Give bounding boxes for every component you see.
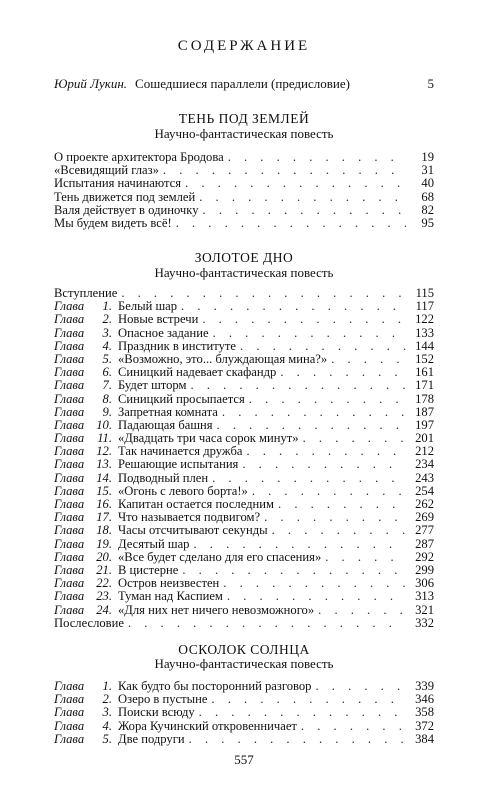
entry-page: 19 [421,151,434,164]
entry-page: 313 [415,590,434,604]
chapter-number: 19. [96,537,112,551]
toc-entry [54,693,434,706]
chapter-number: 6. [102,366,112,380]
preface-author: Юрий Лукин. [54,76,128,91]
entry-title: Поиски всюду [118,706,195,720]
dot-leader [209,327,406,340]
section-title-3: ОСКОЛОК СОЛНЦА [178,642,310,657]
toc-entry [54,327,434,340]
entry-title: Тень движется под землей [54,190,196,204]
entry-page: 115 [415,287,434,300]
toc-entry [54,177,434,190]
chapter-number: 18. [96,524,112,538]
section-entries-2 [54,287,434,630]
dot-leader [314,604,406,617]
chapter-number: 12. [96,445,112,459]
toc-entry [54,706,434,719]
toc-entry [54,458,434,471]
chapter-label: Глава [54,719,85,733]
entry-title: Мы будем видеть всё! [54,216,172,230]
dot-leader [242,445,406,458]
chapter-label: Глава [54,379,85,393]
chapter-label: Глава [54,392,85,406]
dot-leader [186,379,406,392]
page-number: 557 [234,752,254,767]
chapter-number: 3. [102,706,112,720]
entry-page: 292 [415,550,434,564]
dot-leader [236,340,406,353]
entry-title: Испытания начинаются [54,177,182,191]
dot-leader [248,485,406,498]
chapter-number: 20. [96,550,112,564]
entry-title: Туман над Каспием [118,590,223,604]
chapter-label: Глава [54,300,85,314]
toc-entry [54,151,434,164]
entry-title: «Двадцать три часа сорок минут» [118,432,299,446]
chapter-label: Глава [54,706,85,720]
entry-title: «Все будет сделано для его спасения» [118,550,322,564]
section-entries-3 [54,680,434,746]
entry-page: 306 [415,577,434,591]
chapter-number: 11. [97,432,112,446]
chapter-number: 5. [102,732,112,746]
dot-leader [208,472,406,485]
toc-entry [54,617,434,630]
entry-title: Новые встречи [118,313,199,327]
dot-leader [213,419,406,432]
toc-entry [54,366,434,379]
entry-page: 161 [415,366,434,380]
entry-title: Как будто бы посторонний разговор [118,680,312,693]
entry-page: 346 [415,693,434,707]
dot-leader [260,511,406,524]
toc-entry [54,204,434,217]
toc-entry [54,217,434,230]
section-subtitle-3: Научно-фантастическая повесть [154,656,334,671]
entry-title: «Огонь с левого борта!» [118,484,248,498]
entry-title: «Для них нет ничего невозможного» [118,603,315,617]
dot-leader [199,204,406,217]
entry-page: 133 [415,326,434,340]
chapter-number: 15. [96,484,112,498]
toc-entry [54,590,434,603]
entry-page: 201 [415,432,434,446]
toc-entry [54,300,434,313]
chapter-label: Глава [54,732,85,746]
dot-leader [124,617,406,630]
chapter-number: 2. [102,313,112,327]
toc-entry [54,498,434,511]
toc-entry [54,485,434,498]
chapter-number: 3. [102,326,112,340]
entry-title: Валя действует в одиночку [54,203,199,217]
dot-leader [276,366,406,379]
entry-title: Послесловие [54,616,124,630]
entry-page: 384 [415,732,434,746]
dot-leader [195,706,406,719]
dot-leader [218,406,406,419]
dot-leader [177,300,406,313]
chapter-number: 24. [96,603,112,617]
dot-leader [321,551,406,564]
entry-title: Опасное задание [118,326,209,340]
chapter-label: Глава [54,445,85,459]
entry-title: Что называется подвигом? [118,511,261,525]
entry-page: 122 [415,313,434,327]
entry-page: 287 [415,537,434,551]
entry-title: Десятый шар [118,537,190,551]
toc-entry [54,287,434,300]
entry-title: Будет шторм [118,379,187,393]
chapter-number: 7. [102,379,112,393]
chapter-label: Глава [54,537,85,551]
chapter-label: Глава [54,484,85,498]
chapter-label: Глава [54,550,85,564]
toc-entry [54,680,434,693]
entry-page: 82 [421,203,434,217]
dot-leader [195,191,406,204]
preface-page: 5 [427,76,434,91]
chapter-label: Глава [54,680,85,693]
section-subtitle-1: Научно-фантастическая повесть [154,126,334,141]
chapter-number: 23. [96,590,112,604]
chapter-label: Глава [54,366,85,380]
entry-page: 339 [415,680,434,693]
entry-title: Падающая башня [118,418,213,432]
preface-entry [54,76,434,92]
dot-leader [297,720,406,733]
chapter-label: Глава [54,590,85,604]
section-title-2: ЗОЛОТОЕ ДНО [194,250,294,265]
toc-entry [54,164,434,177]
toc-entry [54,432,434,445]
toc-entry [54,472,434,485]
entry-page: 299 [415,563,434,577]
chapter-number: 1. [102,680,112,693]
dot-leader [245,393,406,406]
section-title-1: ТЕНЬ ПОД ЗЕМЛЕЙ [178,111,310,126]
dot-leader [189,538,406,551]
dot-leader [159,164,406,177]
entry-title: Капитан остается последним [118,498,275,511]
chapter-label: Глава [54,339,85,353]
dot-leader [181,177,406,190]
chapter-label: Глава [54,563,85,577]
entry-title: Озеро в пустыне [118,693,208,707]
toc-entry [54,564,434,577]
toc-entry [54,733,434,746]
entry-title: Подводный плен [118,471,209,485]
entry-title: Запретная комната [118,405,218,419]
chapter-number: 2. [102,693,112,707]
chapter-label: Глава [54,511,85,525]
entry-title: Вступление [54,287,118,300]
chapter-label: Глава [54,693,85,707]
entry-page: 243 [415,471,434,485]
chapter-number: 8. [102,392,112,406]
toc-entry [54,445,434,458]
chapter-number: 22. [96,577,112,591]
dot-leader [172,217,406,230]
toc-entry [54,511,434,524]
toc-entry [54,379,434,392]
chapter-number: 9. [102,405,112,419]
preface-title: Сошедшиеся параллели (предисловие) [135,76,350,91]
chapter-label: Глава [54,432,85,446]
entry-title: Жора Кучинский откровенничает [118,719,297,733]
chapter-label: Глава [54,498,85,511]
entry-title: О проекте архитектора Бродова [54,151,224,164]
entry-page: 212 [415,445,434,459]
chapter-label: Глава [54,577,85,591]
chapter-number: 5. [102,352,112,366]
chapter-label: Глава [54,418,85,432]
chapter-label: Глава [54,313,85,327]
dot-leader [117,287,406,300]
entry-page: 358 [415,706,434,720]
toc-entry [54,604,434,617]
dot-leader [327,353,406,366]
entry-page: 144 [415,339,434,353]
dot-leader [224,151,406,164]
toc-title: СОДЕРЖАНИЕ [177,38,311,54]
entry-title: Решающие испытания [118,458,239,472]
entry-title: Синицкий просыпается [118,392,245,406]
entry-page: 197 [415,418,434,432]
entry-page: 321 [415,603,434,617]
chapter-number: 17. [96,511,112,525]
section-subtitle-2: Научно-фантастическая повесть [154,265,334,280]
entry-page: 171 [415,379,434,393]
entry-page: 68 [421,190,434,204]
toc-entry [54,313,434,326]
toc-entry [54,191,434,204]
chapter-number: 4. [102,339,112,353]
entry-title: Белый шар [118,300,178,314]
chapter-label: Глава [54,471,85,485]
chapter-label: Глава [54,326,85,340]
entry-title: Праздник в институте [118,339,237,353]
entry-page: 332 [415,616,434,630]
entry-page: 117 [415,300,434,314]
entry-title: Остров неизвестен [118,577,220,591]
chapter-label: Глава [54,524,85,538]
toc-entry [54,353,434,366]
entry-page: 372 [415,719,434,733]
entry-page: 40 [421,177,434,191]
dot-leader [268,524,406,537]
toc-entry [54,577,434,590]
chapter-label: Глава [54,352,85,366]
entry-title: Часы отсчитывают секунды [118,524,268,538]
entry-page: 269 [415,511,434,525]
entry-page: 277 [415,524,434,538]
chapter-number: 4. [102,719,112,733]
toc-entry [54,524,434,537]
entry-page: 95 [421,216,434,230]
entry-title: Так начинается дружба [118,445,243,459]
chapter-label: Глава [54,405,85,419]
toc-entry [54,340,434,353]
entry-title: В цистерне [118,563,179,577]
chapter-number: 16. [96,498,112,511]
dot-leader [185,733,406,746]
entry-page: 262 [415,498,434,511]
chapter-number: 14. [96,471,112,485]
dot-leader [223,590,406,603]
toc-entry [54,406,434,419]
toc-entry [54,551,434,564]
chapter-number: 21. [96,563,112,577]
chapter-label: Глава [54,458,85,472]
dot-leader [219,577,406,590]
entry-page: 152 [415,352,434,366]
toc-entry [54,538,434,551]
dot-leader [198,313,406,326]
toc-entry [54,419,434,432]
dot-leader [299,432,406,445]
toc-entry [54,393,434,406]
entry-page: 187 [415,405,434,419]
entry-title: Две подруги [118,732,185,746]
dot-leader [207,693,406,706]
entry-page: 178 [415,392,434,406]
dot-leader [274,498,406,511]
entry-page: 234 [415,458,434,472]
chapter-number: 1. [102,300,112,314]
dot-leader [178,564,406,577]
chapter-number: 13. [96,458,112,472]
toc-entry [54,720,434,733]
entry-title: «Всевидящий глаз» [54,164,159,178]
dot-leader [238,458,406,471]
chapter-label: Глава [54,603,85,617]
entry-title: Синицкий надевает скафандр [118,366,277,380]
dot-leader [311,680,406,693]
entry-page: 254 [415,484,434,498]
section-entries-1 [54,151,434,230]
entry-title: «Возможно, это... блуждающая мина?» [118,352,328,366]
entry-page: 31 [421,164,434,178]
chapter-number: 10. [96,418,112,432]
